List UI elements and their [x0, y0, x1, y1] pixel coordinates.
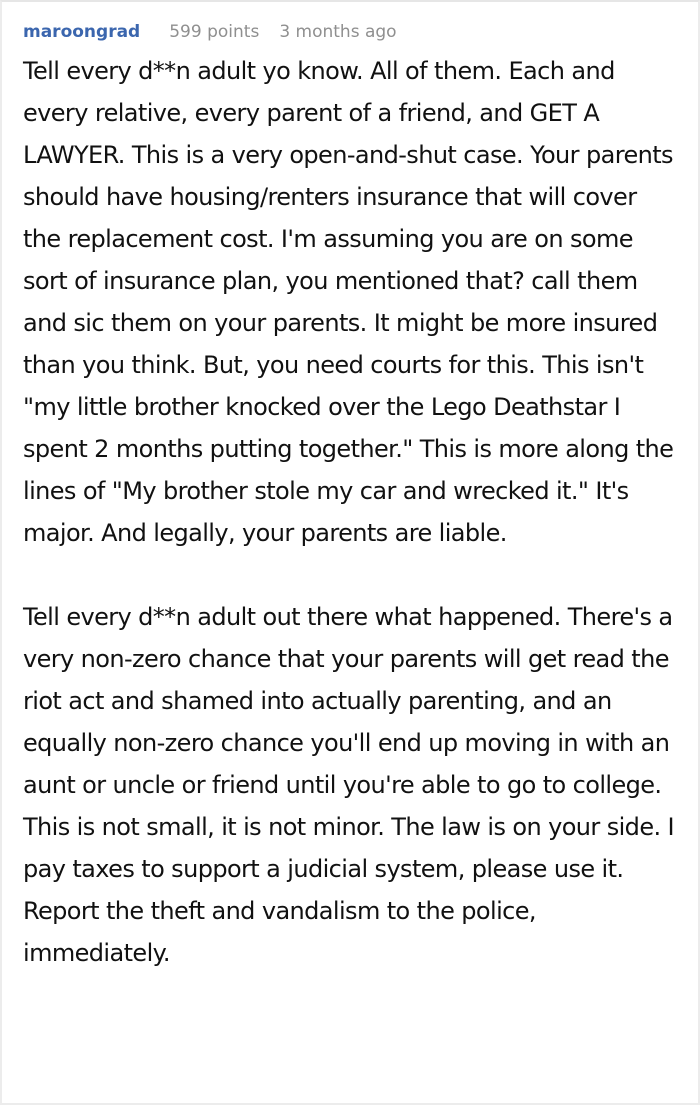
- timestamp: 3 months ago: [279, 22, 397, 42]
- username-link[interactable]: maroongrad: [23, 22, 141, 42]
- comment-body: [23, 50, 678, 974]
- points-count: 599 points: [169, 22, 260, 42]
- comment-meta: [23, 16, 678, 48]
- comment-paragraph: Tell every d**n adult yo know. All of them. Each and every relative, every parent of a friend, and GET A LAWYER. This is a very open-and-shut case. Your parents should have housing/renters insurance that will cover the replacement cost. I'm assuming you are on some sort of insurance plan, you mentioned that? call them and sic them on your parents. It might be more insured than you think. But, you need courts for this. This isn't "my little brother knocked over the Lego Deathstar I spent 2 months putting together." This is more along the lines of "My brother stole my car and wrecked it." It's major. And legally, your parents are liable.: [23, 57, 674, 547]
- comment-paragraph: Tell every d**n adult out there what happened. There's a very non-zero chance that your parents will get read the riot act and shamed into actually parenting, and an equally non-zero chance you'll end up moving in with an aunt or uncle or friend until you're able to go to college. This is not small, it is not minor. The law is on your side. I pay taxes to support a judicial system, please use it. Report the theft and vandalism to the police, immediately.: [23, 603, 675, 967]
